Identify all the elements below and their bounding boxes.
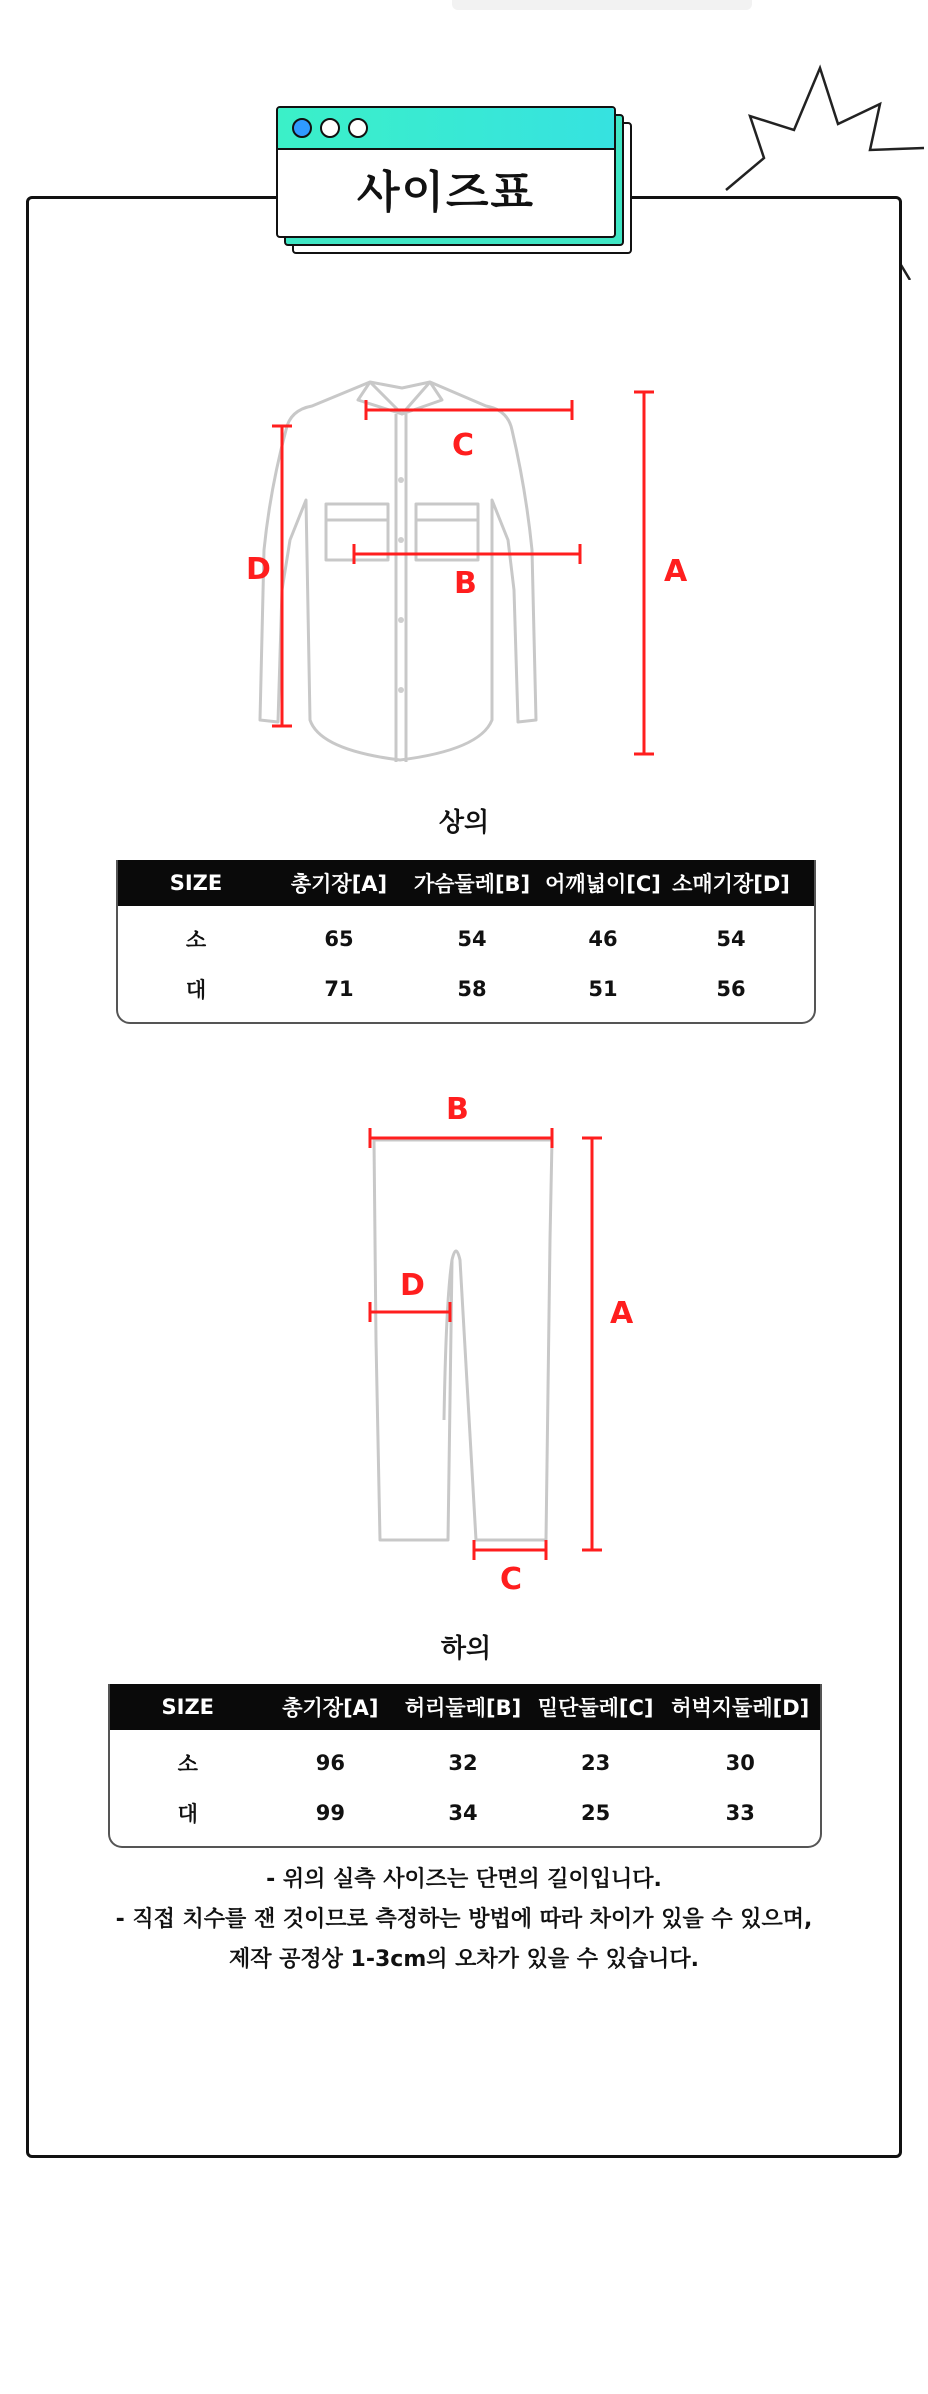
pants-letter-b: B — [446, 1092, 469, 1127]
table-cell: 32 — [448, 1751, 478, 1775]
table-row — [118, 964, 814, 1014]
header-cell: SIZE — [169, 871, 223, 895]
notes-block — [0, 1860, 928, 1980]
table-cell: 23 — [581, 1751, 611, 1775]
header-cell: 허리둘레[B] — [404, 1696, 522, 1720]
header-cell: 밑단둘레[C] — [537, 1696, 654, 1720]
table-row — [110, 1788, 820, 1838]
pants-letter-c: C — [500, 1562, 523, 1597]
table-cell: 소 — [185, 928, 207, 952]
window-dot-icon — [348, 118, 368, 138]
window-front — [276, 106, 616, 238]
table-cell: 대 — [185, 978, 207, 1002]
header-cell: 총기장[A] — [282, 1696, 379, 1720]
table-cell: 99 — [315, 1801, 345, 1825]
table-row — [118, 914, 814, 964]
shirt-letter-d: D — [246, 552, 271, 587]
window-titlebar — [278, 108, 614, 150]
window-dot-icon — [320, 118, 340, 138]
table-row — [110, 1738, 820, 1788]
bottom-size-table — [108, 1684, 822, 1848]
shirt-letter-c: C — [452, 428, 475, 463]
header-cell: 가슴둘레[B] — [413, 872, 531, 896]
note-line: - 위의 실측 사이즈는 단면의 길이입니다. — [266, 1867, 662, 1892]
table-cell: 54 — [457, 927, 487, 951]
header-cell: SIZE — [161, 1695, 215, 1719]
header-cell: 허벅지둘레[D] — [671, 1696, 810, 1720]
top-size-table — [116, 860, 816, 1024]
table-cell: 소 — [177, 1752, 198, 1776]
table-cell: 56 — [716, 977, 746, 1001]
table-header — [118, 860, 814, 906]
top-strip — [452, 0, 752, 10]
table-cell: 58 — [457, 977, 487, 1001]
table-cell: 25 — [581, 1801, 611, 1825]
header-cell: 소매기장[D] — [672, 872, 790, 896]
table-cell: 71 — [324, 977, 354, 1001]
note-line: 제작 공정상 1-3cm의 오차가 있을 수 있습니다. — [228, 1947, 700, 1972]
table-cell: 30 — [725, 1751, 755, 1775]
note-line: - 직접 치수를 잰 것이므로 측정하는 방법에 따라 차이가 있을 수 있으며, — [115, 1907, 813, 1932]
table-cell: 96 — [315, 1751, 345, 1775]
pants-measure-lines — [340, 1116, 640, 1560]
table-cell: 대 — [177, 1802, 198, 1826]
window-dot-blue-icon — [292, 118, 312, 138]
table-cell: 51 — [588, 977, 618, 1001]
pants-letter-d: D — [400, 1268, 425, 1303]
table-header — [110, 1684, 820, 1730]
shirt-letter-a: A — [664, 554, 688, 589]
top-section-title: 상의 — [438, 808, 490, 838]
title-window — [276, 106, 636, 256]
page-title: 사이즈표 — [356, 167, 535, 218]
table-cell: 34 — [448, 1801, 478, 1825]
shirt-letter-b: B — [454, 566, 477, 601]
header-cell: 총기장[A] — [290, 872, 388, 896]
table-cell: 46 — [588, 927, 618, 951]
header-cell: 어깨넓이[C] — [545, 872, 661, 896]
table-cell: 54 — [716, 927, 746, 951]
pants-letter-a: A — [610, 1296, 634, 1331]
table-cell: 33 — [725, 1801, 755, 1825]
table-cell: 65 — [324, 927, 354, 951]
bottom-section-title: 하의 — [440, 1634, 492, 1664]
